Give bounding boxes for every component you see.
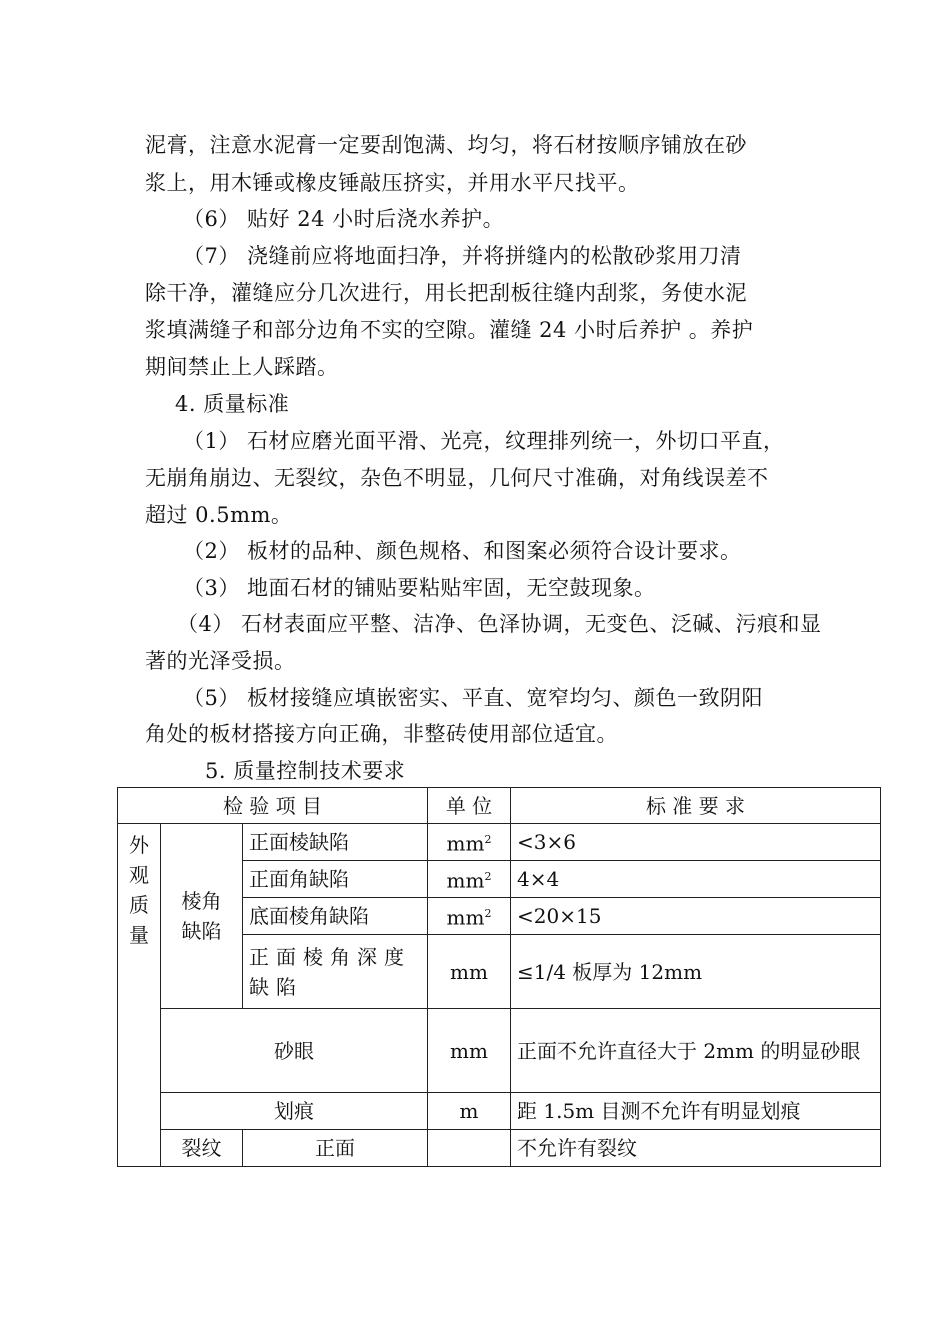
quality-control-table	[117, 787, 881, 1167]
paragraph-line: （1） 石材应磨光面平滑、光亮，纹理排列统一，外切口平直，	[183, 429, 785, 453]
row-name: 正面棱缺陷	[243, 824, 428, 861]
row-standard: <20×15	[511, 898, 881, 935]
row-standard: ≤1/4 板厚为 12mm	[511, 935, 881, 1009]
unit-sup: 2	[484, 833, 492, 847]
row-unit: mm	[428, 935, 511, 1009]
section-heading: 5. 质量控制技术要求	[205, 759, 406, 783]
row-unit	[428, 861, 511, 898]
unit-text: mm	[446, 905, 485, 930]
paragraph-line: 除干净，灌缝应分几次进行，用长把刮板往缝内刮浆，务使水泥	[145, 281, 747, 305]
row-name: 底面棱角缺陷	[243, 898, 428, 935]
paragraph-line: 无崩角崩边、无裂纹，杂色不明显，几何尺寸准确，对角线误差不	[145, 466, 769, 490]
table-row	[118, 1009, 881, 1093]
row-unit	[428, 1130, 511, 1167]
paragraph-line: 超过 0.5mm。	[145, 503, 293, 527]
row-standard: 4×4	[511, 861, 881, 898]
row-unit: mm	[428, 1009, 511, 1093]
header-item: 检 验 项 目	[118, 788, 428, 824]
paragraph-line: 浆填满缝子和部分边角不实的空隙。灌缝 24 小时后养护 。养护	[145, 318, 754, 342]
row-standard: 不允许有裂纹	[511, 1130, 881, 1167]
unit-text: mm	[446, 868, 485, 893]
group-edge-defect	[161, 824, 243, 1009]
paragraph-line: （5） 板材接缝应填嵌密实、平直、宽窄均匀、颜色一致阴阳	[183, 686, 764, 710]
row-name: 正面棱角深度缺陷	[243, 935, 428, 1009]
section-heading: 4. 质量标准	[175, 392, 290, 416]
row-name: 正面	[243, 1130, 428, 1167]
row-name-sand-hole: 砂眼	[161, 1009, 428, 1093]
unit-text: mm	[446, 831, 485, 856]
table-row	[118, 1093, 881, 1130]
paragraph-line: 角处的板材搭接方向正确，非整砖使用部位适宜。	[145, 722, 618, 746]
row-standard: 正面不允许直径大于 2mm 的明显砂眼	[511, 1009, 881, 1093]
row-unit	[428, 898, 511, 935]
row-unit	[428, 824, 511, 861]
row-name: 正面角缺陷	[243, 861, 428, 898]
group-edge-label: 棱角缺陷	[181, 889, 222, 943]
table-header-row	[118, 788, 881, 824]
paragraph-line: （4） 石材表面应平整、洁净、色泽协调，无变色、泛碱、污痕和显	[177, 612, 822, 636]
paragraph-line: 期间禁止上人踩踏。	[145, 355, 339, 379]
row-name-scratch: 划痕	[161, 1093, 428, 1130]
paragraph-line: （6） 贴好 24 小时后浇水养护。	[183, 207, 505, 231]
row-group-crack: 裂纹	[161, 1130, 243, 1167]
paragraph-line: （7） 浇缝前应将地面扫净，并将拼缝内的松散砂浆用刀清	[183, 244, 742, 268]
table-row	[118, 1130, 881, 1167]
row-unit: m	[428, 1093, 511, 1130]
unit-sup: 2	[484, 870, 492, 884]
header-unit: 单 位	[428, 788, 511, 824]
table-row	[118, 824, 881, 861]
paragraph-line: （3） 地面石材的铺贴要粘贴牢固，无空鼓现象。	[183, 576, 656, 600]
paragraph-line: 浆上，用木锤或橡皮锤敲压挤实，并用水平尺找平。	[145, 171, 640, 195]
paragraph-line: （2） 板材的品种、颜色规格、和图案必须符合设计要求。	[183, 539, 742, 563]
paragraph-line: 著的光泽受损。	[145, 649, 296, 673]
row-standard: 距 1.5m 目测不允许有明显划痕	[511, 1093, 881, 1130]
unit-sup: 2	[484, 907, 492, 921]
row-standard: <3×6	[511, 824, 881, 861]
group-appearance-quality: 外观质量	[118, 824, 161, 1167]
header-standard: 标 准 要 求	[511, 788, 881, 824]
paragraph-line: 泥膏，注意水泥膏一定要刮饱满、均匀，将石材按顺序铺放在砂	[145, 133, 747, 157]
